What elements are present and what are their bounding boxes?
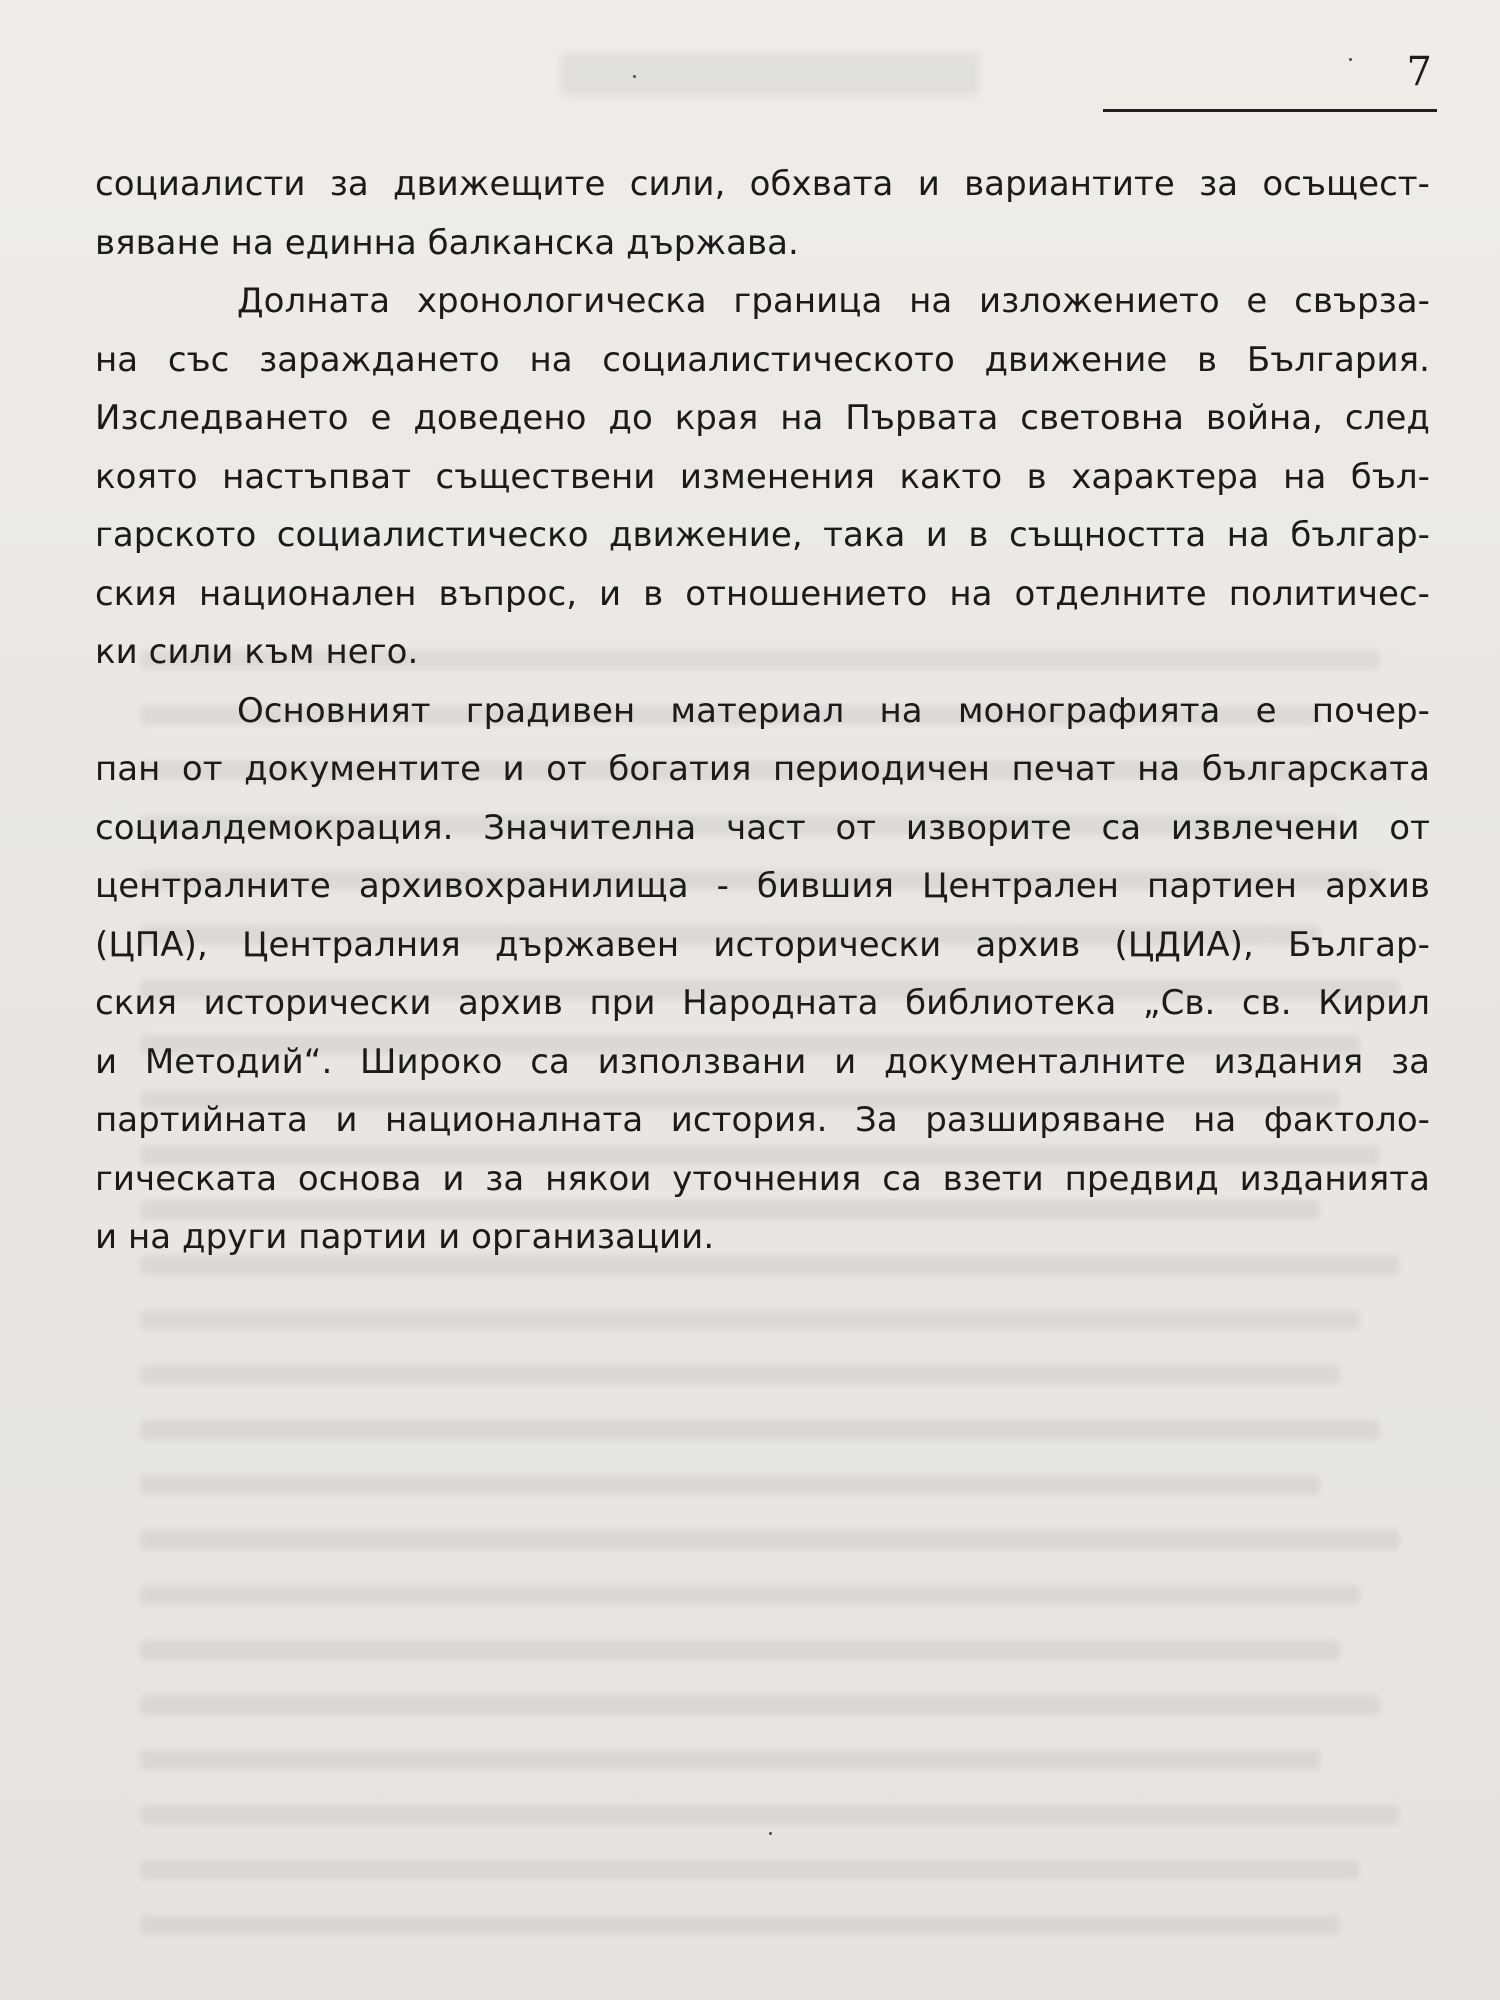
paragraph-1: [95, 155, 1430, 272]
text-line: пан от документите и от богатия периодичен печат на българската: [95, 749, 1430, 789]
body-text: [95, 155, 1430, 1267]
text-line: ския исторически архив при Народната библиотека „Св. св. Кирил: [95, 983, 1430, 1023]
text-line: социалдемокрация. Значителна част от изворите са извлечени от: [95, 807, 1430, 848]
text-line: (ЦПА), Централния държавен исторически архив (ЦДИА), Българ-: [95, 924, 1430, 965]
text-line: партийната и националната история. За разширяване на фактоло-: [95, 1100, 1430, 1140]
page-number: 7: [1406, 49, 1432, 95]
text-line: гическата основа и за някои уточнения са взети предвид изданията: [95, 1158, 1430, 1199]
text-line: ския национален въпрос, и в отношението на отделните политичес-: [95, 573, 1430, 614]
text-line: която настъпват съществени изменения както в характера на бъл-: [95, 456, 1430, 497]
text-line: ки сили към него.: [95, 632, 419, 672]
paragraph-3: [95, 682, 1430, 1267]
text-line: Основният градивен материал на монографията е почер-: [237, 690, 1430, 731]
text-line: и Методий“. Широко са използвани и документалните издания за: [95, 1041, 1430, 1082]
paper-speck: [1349, 58, 1352, 61]
text-line: вяване на единна балканска държава.: [95, 222, 799, 263]
text-line: социалисти за движещите сили, обхвата и вариантите за осъщест-: [95, 164, 1430, 204]
paper-speck: [633, 75, 636, 78]
text-line: Долната хронологическа граница на изложението е свърза-: [237, 281, 1430, 321]
text-line: гарското социалистическо движение, така и в същността на българ-: [95, 515, 1430, 555]
paper-speck: [769, 1832, 772, 1835]
text-line: на със зараждането на социалистическото движение в България.: [95, 339, 1430, 380]
text-line: централните архивохранилища - бившия Централен партиен архив: [95, 866, 1430, 906]
header-rule: [1103, 109, 1437, 112]
paragraph-2: [95, 272, 1430, 682]
text-line: Изследването е доведено до края на Първата световна война, след: [95, 398, 1430, 438]
text-line: и на други партии и организации.: [95, 1217, 715, 1257]
